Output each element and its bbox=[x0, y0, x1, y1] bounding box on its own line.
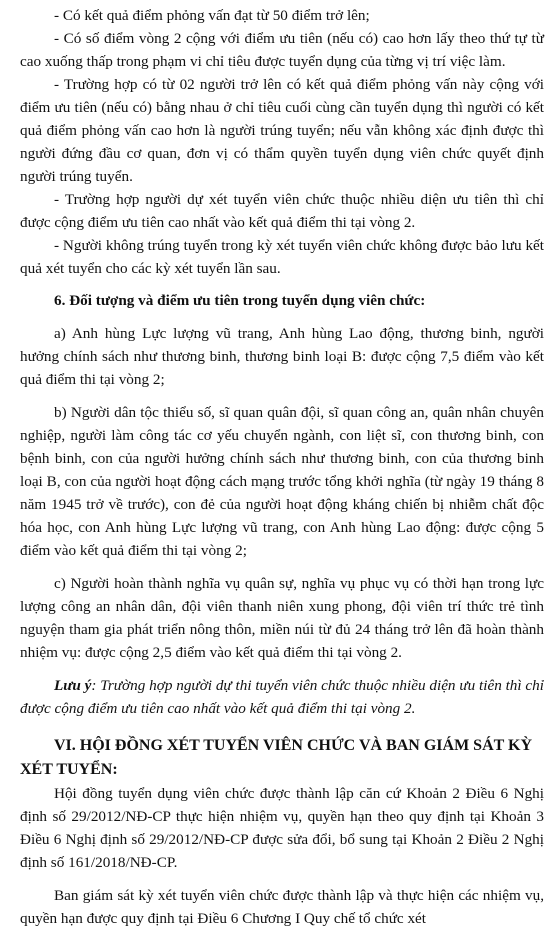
priority-item-b: b) Người dân tộc thiểu số, sĩ quan quân đội, sĩ quan công an, quân nhân chuyên nghiệp, người làm công tác cơ yếu chuyển ngành, con liệt sĩ, con thương binh, con bệnh binh, con của người hưởng chính sách như thương binh, con của thương binh loại B, con của người hoạt động cách mạng trước tổng khởi nghĩa (từ ngày 19 tháng 8 năm 1945 trở về trước), con đẻ của người hoạt động kháng chiến bị nhiễm chất độc hóa học, con Anh hùng Lực lượng vũ trang, con Anh hùng Lao động: được cộng 5 điểm vào kết quả điểm thi tại vòng 2; bbox=[20, 404, 544, 559]
supervision-paragraph: Ban giám sát kỳ xét tuyển viên chức được thành lập và thực hiện các nhiệm vụ, quyền hạn được quy định tại Điều 6 Chương I Quy chế tổ chức xét bbox=[20, 887, 544, 927]
criteria-multiple-priority: - Trường hợp người dự xét tuyển viên chức thuộc nhiều diện ưu tiên thì chỉ được cộng điểm ưu tiên cao nhất vào kết quả điểm thi tại vòng 2. bbox=[20, 191, 544, 231]
council-paragraph: Hội đồng tuyển dụng viên chức được thành lập căn cứ Khoản 2 Điều 6 Nghị định số 29/2012/NĐ-CP thực hiện nhiệm vụ, quyền hạn theo quy định tại Khoản 3 Điều 6 Nghị định số 29/2012/NĐ-CP được sửa đổi, bổ sung tại Khoản 2 Điều 2 Nghị định số 161/2018/NĐ-CP. bbox=[20, 785, 544, 871]
priority-item-a: a) Anh hùng Lực lượng vũ trang, Anh hùng Lao động, thương binh, người hưởng chính sách như thương binh, thương binh loại B: được cộng 7,5 điểm vào kết quả điểm thi tại vòng 2; bbox=[20, 325, 544, 388]
section-vi-heading: VI. HỘI ĐỒNG XÉT TUYỂN VIÊN CHỨC VÀ BAN GIÁM SÁT KỲ XÉT TUYỂN: bbox=[20, 737, 532, 778]
criteria-tie-break: - Trường hợp có từ 02 người trở lên có kết quả điểm phỏng vấn này cộng với điểm ưu tiên (nếu có) bằng nhau ở chỉ tiêu cuối cùng cần tuyển dụng thì người có kết quả điểm phỏng vấn cao hơn là người trúng tuyển; nếu vẫn không xác định được thì người đứng đầu cơ quan, đơn vị có thẩm quyền tuyển dụng viên chức quyết định người trúng tuyển. bbox=[20, 76, 544, 185]
section-6-heading: 6. Đối tượng và điểm ưu tiên trong tuyển dụng viên chức: bbox=[54, 292, 426, 309]
priority-note bbox=[20, 674, 544, 720]
criteria-no-reservation: - Người không trúng tuyển trong kỳ xét tuyển viên chức không được bảo lưu kết quả xét tuyển cho các kỳ xét tuyển lần sau. bbox=[20, 237, 544, 277]
priority-item-c: c) Người hoàn thành nghĩa vụ quân sự, nghĩa vụ phục vụ có thời hạn trong lực lượng công an nhân dân, đội viên thanh niên xung phong, đội viên trí thức trẻ tình nguyện tham gia phát triển nông thôn, miền núi từ đủ 24 tháng trở lên đã hoàn thành nhiệm vụ: được cộng 2,5 điểm vào kết quả điểm thi tại vòng 2. bbox=[20, 575, 544, 661]
note-label: Lưu ý bbox=[54, 677, 92, 694]
criteria-ranking: - Có số điểm vòng 2 cộng với điểm ưu tiên (nếu có) cao hơn lấy theo thứ tự từ cao xuống thấp trong phạm vi chỉ tiêu được tuyển dụng của từng vị trí việc làm. bbox=[20, 30, 544, 70]
note-text: : Trường hợp người dự thi tuyển viên chức thuộc nhiều diện ưu tiên thì chỉ được cộng điểm ưu tiên cao nhất vào kết quả điểm thi tại vòng 2. bbox=[20, 677, 544, 717]
criteria-interview-score: - Có kết quả điểm phỏng vấn đạt từ 50 điểm trở lên; bbox=[54, 7, 370, 24]
